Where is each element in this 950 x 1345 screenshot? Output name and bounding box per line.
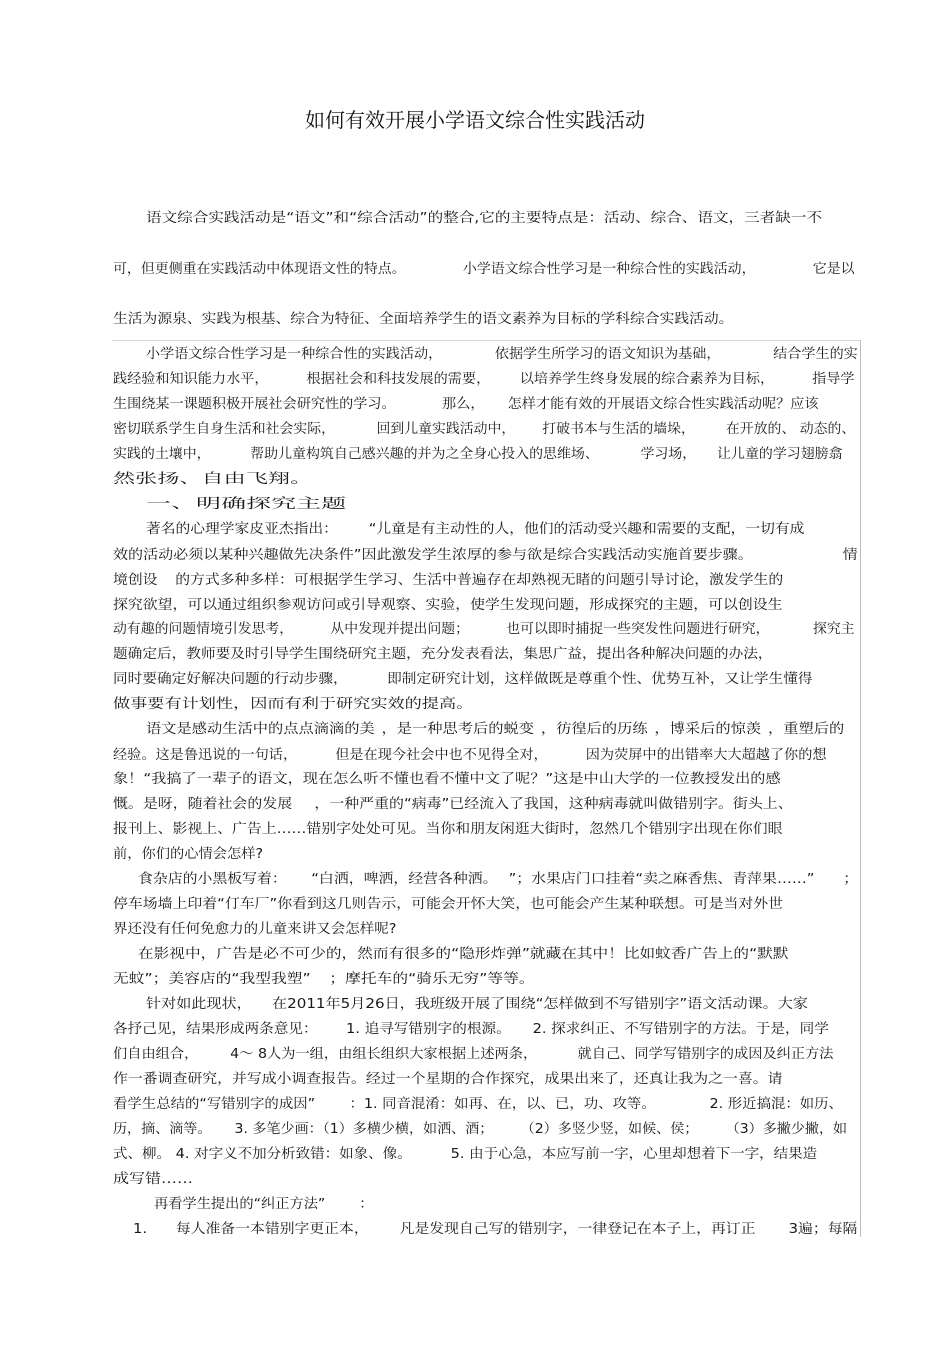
text-segment: 指导学 [812,372,855,387]
text-segment: 践经验和知识能力水平， [113,372,269,387]
text-segment: ；摩托车的“骑乐无穷”等等。 [329,972,535,987]
text-segment: ： [359,1197,374,1212]
text-segment: 就自己、同学写错别字的成因及纠正方法 [577,1047,834,1062]
text-line [113,622,855,638]
text-segment: ； [843,872,859,887]
text-segment: 在2011年5月26日，我班级开展了围绕“怎样做到不写错别字”语文活动课。大家 [272,997,808,1012]
text-segment: 作一番调查研究，并写成小调查报告。经过一个星期的合作探究，成果出来了，还真让我为之一喜。请 [113,1072,783,1087]
text-segment: 3. 多笔少画：（1）多横少横，如洒、酒； [234,1122,494,1137]
text-line [146,497,346,513]
text-segment: ”；水果店门口挂着“卖之麻香焦、青萍果……” [508,872,815,887]
text-segment: 那么， [442,397,485,412]
text-segment: 凡是发现自己写的错别字，一律登记在本子上，再订正 [399,1222,756,1237]
text-segment: 4～ 8人为一组，由组长组织大家根据上述两条， [230,1047,538,1062]
text-segment: 1. [133,1222,148,1237]
text-segment: 依据学生所学习的语文知识为基础， [494,347,721,362]
text-segment: 在影视中，广告是必不可少的，然而有很多的“隐形炸弹”就藏在其中！比如蚊香广告上的“默默 [138,947,789,962]
text-segment: 5. 由于心急，本应写前一字，心里却想着下一字，结果造 [450,1147,818,1162]
text-line [146,211,822,227]
text-segment: 经验。这是鲁迅说的一句话， [113,748,298,763]
text-line [113,548,858,564]
text-segment: 成写错…… [113,1172,193,1187]
text-line [133,1222,857,1238]
text-segment: 它是以 [812,262,855,277]
text-segment: 历，摘、滴等。 [113,1122,212,1137]
text-line [113,598,783,614]
text-segment: 以培养学生终身发展的综合素养为目标， [519,372,775,387]
text-line [113,472,312,488]
text-segment: （3）多撇少撇，如 [725,1122,848,1137]
text-segment: 题确定后，教师要及时引导学生围绕研究主题，充分发表看法，集思广益，提出各种解决问题的办法， [113,647,773,662]
text-line [113,573,783,589]
text-segment: ，彷徨后的历练 [540,722,648,737]
text-segment: ，重塑后的 [767,722,845,737]
text-line [113,1047,834,1063]
text-segment: 象！“我搞了一辈子的语文，现在怎么听不懂也看不懂中文了呢？”这是中山大学的一位教授发出的感 [113,772,781,787]
text-segment: 1. 追寻写错别字的根源。 [345,1022,511,1037]
text-segment: 探究欲望，可以通过组织参观访问或引导观察、实验，使学生发现问题，形成探究的主题，可以创设生 [113,598,783,613]
text-segment: 前，你们的心情会怎样? [113,847,264,862]
text-line [113,797,793,813]
text-segment: 怎样才能有效的开展语文综合性实践活动呢？应该 [507,397,819,412]
text-line [146,722,844,738]
text-segment: 情 [842,548,858,563]
text-segment: 各抒己见，结果形成两条意见： [113,1022,318,1037]
text-line [113,1097,843,1113]
text-segment: 动有趣的问题情境引发思考， [113,622,294,637]
text-segment: 在开放的、 动态的、 [725,422,856,437]
text-segment: 2. 形近搞混：如历、 [709,1097,843,1112]
text-line [113,772,781,788]
text-segment: 也可以即时捕捉一些突发性问题进行研究， [506,622,770,637]
text-segment: （2）多竖少竖，如候、侯； [520,1122,699,1137]
text-segment: ，是一种思考后的蜕变 [381,722,535,737]
text-segment: 们自由组合， [113,1047,199,1062]
text-segment: “儿童是有主动性的人，他们的活动受兴趣和需要的支配，一切有成 [368,522,805,537]
text-segment: 生活为源泉、实践为根基、综合为特征、全面培养学生的语文素养为目标的学科综合实践活动。 [113,312,734,327]
document-title: 如何有效开展小学语文综合性实践活动 [305,108,645,132]
text-segment: 食杂店的小黑板写着： [138,872,287,887]
text-segment: 打破书本与生活的墙垛， [542,422,695,437]
text-segment: 做事要有计划性，因而有利于研究实效的提高。 [113,697,474,712]
text-line [138,872,858,888]
text-segment: 即制定研究计划，这样做既是尊重个性、优势互补，又让学生懂得 [387,672,813,687]
text-segment: 学习场， [640,447,697,462]
text-segment: 2. 探求纠正、不写错别字的方法。于是，同学 [532,1022,829,1037]
text-segment: 慨。是呀，随着社会的发展 [113,797,293,812]
text-line [113,672,813,688]
text-segment: 密切联系学生自身生活和社会实际， [113,422,336,437]
text-line [113,262,855,278]
text-frame-top-border [112,340,861,341]
text-line [113,748,827,764]
text-segment: 探究主 [812,622,855,637]
text-line [113,922,396,938]
text-segment: 界还没有任何免愈力的儿童来讲又会怎样呢? [113,922,397,937]
text-line [113,972,535,988]
text-segment: ，一种严重的“病毒”已经流入了我国，这种病毒就叫做错别字。街头上、 [314,797,793,812]
text-line [113,447,843,463]
text-segment: 实践的土壤中， [113,447,211,462]
text-segment: 结合学生的实 [773,347,858,362]
text-segment: 的方式多种多样：可根据学生学习、生活中普遍存在却熟视无睹的问题引导讨论，激发学生的 [175,573,784,588]
text-segment: 境创设 [113,573,158,588]
text-line [154,1197,374,1213]
text-line [113,397,819,413]
text-segment: 因为荧屏中的出错率大大超越了你的想 [585,748,827,763]
text-segment: 可，但更侧重在实践活动中体现语文性的特点。 [113,262,406,277]
text-segment: 看学生总结的“写错别字的成因” [113,1097,316,1112]
text-segment: 然张扬、自由飞翔。 [113,472,313,487]
text-segment: 回到儿童实践活动中， [376,422,516,437]
text-segment: 语文综合实践活动是“语文”和“综合活动”的整合,它的主要特点是：活动、综合、语文，三者缺一不 [146,211,823,226]
text-segment: 小学语文综合性学习是一种综合性的实践活动， [462,262,756,277]
text-line [113,1147,817,1163]
text-segment: 每人准备一本错别字更正本， [175,1222,369,1237]
text-segment: 式、柳。 4. 对字义不加分析致错：如象、像。 [113,1147,412,1162]
text-segment: 语文是感动生活中的点点滴滴的美 [146,722,375,737]
text-line [113,1022,829,1038]
text-segment: 无蚊”；美容店的“我型我塑” [113,972,311,987]
text-line [113,847,263,863]
text-segment: 生围绕某一课题积极开展社会研究性的学习。 [113,397,396,412]
text-line [113,1122,847,1138]
text-line [113,1072,783,1088]
text-line [146,347,858,363]
text-segment: 一、明确探究主题 [146,497,347,512]
text-segment: 再看学生提出的“纠正方法” [154,1197,326,1212]
text-line [146,522,804,538]
text-segment: 根据社会和科技发展的需要， [306,372,491,387]
text-segment: ，博采后的惊羡 [654,722,762,737]
text-line [113,897,783,913]
text-segment: 效的活动必须以某种兴趣做先决条件”因此激发学生浓厚的参与欲是综合实践活动实施首要步骤。 [113,548,753,563]
text-line [113,372,855,388]
text-segment: 著名的心理学家皮亚杰指出： [146,522,338,537]
text-line [113,697,473,713]
text-segment: 从中发现并提出问题； [330,622,469,637]
text-line [113,822,783,838]
text-segment: 针对如此现状， [146,997,252,1012]
text-segment: 让儿童的学习翅膀翕 [717,447,843,462]
text-line [146,997,808,1013]
text-line [113,1172,193,1188]
text-segment: 停车场墙上印着“仃车厂”你看到这几则告示，可能会开怀大笑，也可能会产生某种联想。可是当对外世 [113,897,784,912]
text-line [113,647,773,663]
text-segment: 同时要确定好解决问题的行动步骤， [113,672,348,687]
text-line [113,422,855,438]
text-segment: 帮助儿童构筑自己感兴趣的并为之全身心投入的思维场、 [250,447,599,462]
text-segment: 报刊上、影视上、广告上……错别字处处可见。当你和朋友闲逛大街时，忽然几个错别字出现在你们眼 [113,822,783,837]
text-segment: 小学语文综合性学习是一种综合性的实践活动， [146,347,443,362]
text-line [113,312,733,328]
text-segment: 但是在现今社会中也不见得全对， [335,748,548,763]
text-segment: ：1. 同音混淆：如再、在，以、已，功、攻等。 [349,1097,656,1112]
text-segment: 3遍；每隔 [788,1222,858,1237]
text-segment: “白洒，啤洒，经营各种洒。 [311,872,498,887]
text-line [138,947,789,963]
text-frame-right-border [860,340,861,1237]
